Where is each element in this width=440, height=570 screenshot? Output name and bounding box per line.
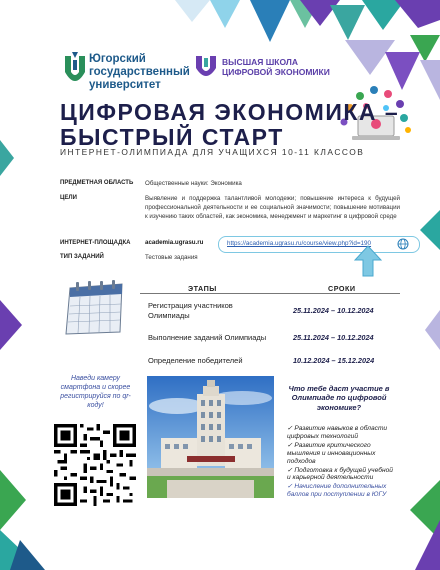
benefits-list	[287, 425, 397, 500]
decor-triangles-left	[0, 140, 50, 570]
stage-dates: 10.12.2024 – 15.12.2024	[293, 356, 375, 365]
dates-header: СРОКИ	[328, 284, 356, 293]
platform-label: ИНТЕРНЕТ-ПЛОЩАДКА	[60, 240, 131, 246]
divider	[140, 293, 400, 294]
title-line: БЫСТРЫЙ СТАРТ	[60, 124, 284, 150]
stage-name: Выполнение заданий Олимпиады	[148, 333, 267, 342]
title-line: ЦИФРОВАЯ ЭКОНОМИКА –	[60, 99, 400, 125]
stage-line: Регистрация участников	[148, 301, 233, 310]
page-title	[60, 100, 399, 150]
school-name	[222, 58, 330, 78]
task-type-label: ТИП ЗАДАНИЙ	[60, 254, 104, 260]
university-logo-icon	[63, 50, 87, 86]
stage-dates: 25.11.2024 – 10.12.2024	[293, 306, 374, 315]
arrow-up-icon	[354, 244, 382, 278]
university-building-image	[147, 376, 274, 498]
benefit-item: ✓ Начисление дополнительных баллов при поступлении в ЮГУ	[287, 483, 387, 499]
stages-header: ЭТАПЫ	[188, 284, 217, 293]
benefit-item: ✓ Подготовка к будущей учебной и карьерной деятельности	[287, 466, 393, 482]
university-name	[89, 53, 190, 93]
university-name-line: Югорский	[89, 53, 146, 65]
goals-value: Выявление и поддержка талантливой молодежи; повышение интереса к будущей профессиональной деятельности и ее социальной значимости; повышение мотивации к изучению таких областей, как экономика, менеджмент и маркетинг в цифровой среде	[145, 195, 400, 220]
university-name-line: университет	[89, 79, 161, 92]
school-name-line: ВЫСШАЯ ШКОЛА	[222, 57, 298, 67]
globe-icon	[397, 238, 409, 250]
school-logo-icon	[194, 52, 218, 80]
page-subtitle: ИНТЕРНЕТ-ОЛИМПИАДА ДЛЯ УЧАЩИХСЯ 10-11 КЛАССОВ	[60, 147, 365, 157]
task-type-value: Тестовые задания	[145, 254, 198, 261]
school-name-line: ЦИФРОВОЙ ЭКОНОМИКИ	[222, 66, 330, 77]
course-link[interactable]: https://academia.ugrasu.ru/course/view.php?id=190	[227, 240, 372, 247]
qr-code[interactable]	[54, 424, 136, 506]
subject-label: ПРЕДМЕТНАЯ ОБЛАСТЬ	[60, 180, 134, 186]
platform-value: academia.ugrasu.ru	[145, 239, 204, 246]
goals-label: ЦЕЛИ	[60, 195, 77, 201]
stage-name: Определение победителей	[148, 356, 243, 365]
calendar-icon	[62, 280, 128, 338]
university-name-line: государственный	[89, 66, 190, 79]
stage-line: Олимпиады	[148, 310, 190, 320]
qr-prompt: Наведи камеру смартфона и скорее регистрируйся по qr-коду!	[60, 375, 131, 410]
benefits-title: Что тебе даст участие в Олимпиаде по цифровой экономике?	[288, 384, 390, 412]
stage-dates: 25.11.2024 – 10.12.2024	[293, 333, 374, 342]
benefit-item: ✓ Развитие навыков в области цифровых технологий	[287, 425, 388, 440]
benefit-item: ✓ Развитие критического мышления и инновационных подходов	[287, 441, 376, 465]
stage-name	[148, 301, 233, 321]
subject-value: Общественные науки: Экономика	[145, 180, 242, 187]
